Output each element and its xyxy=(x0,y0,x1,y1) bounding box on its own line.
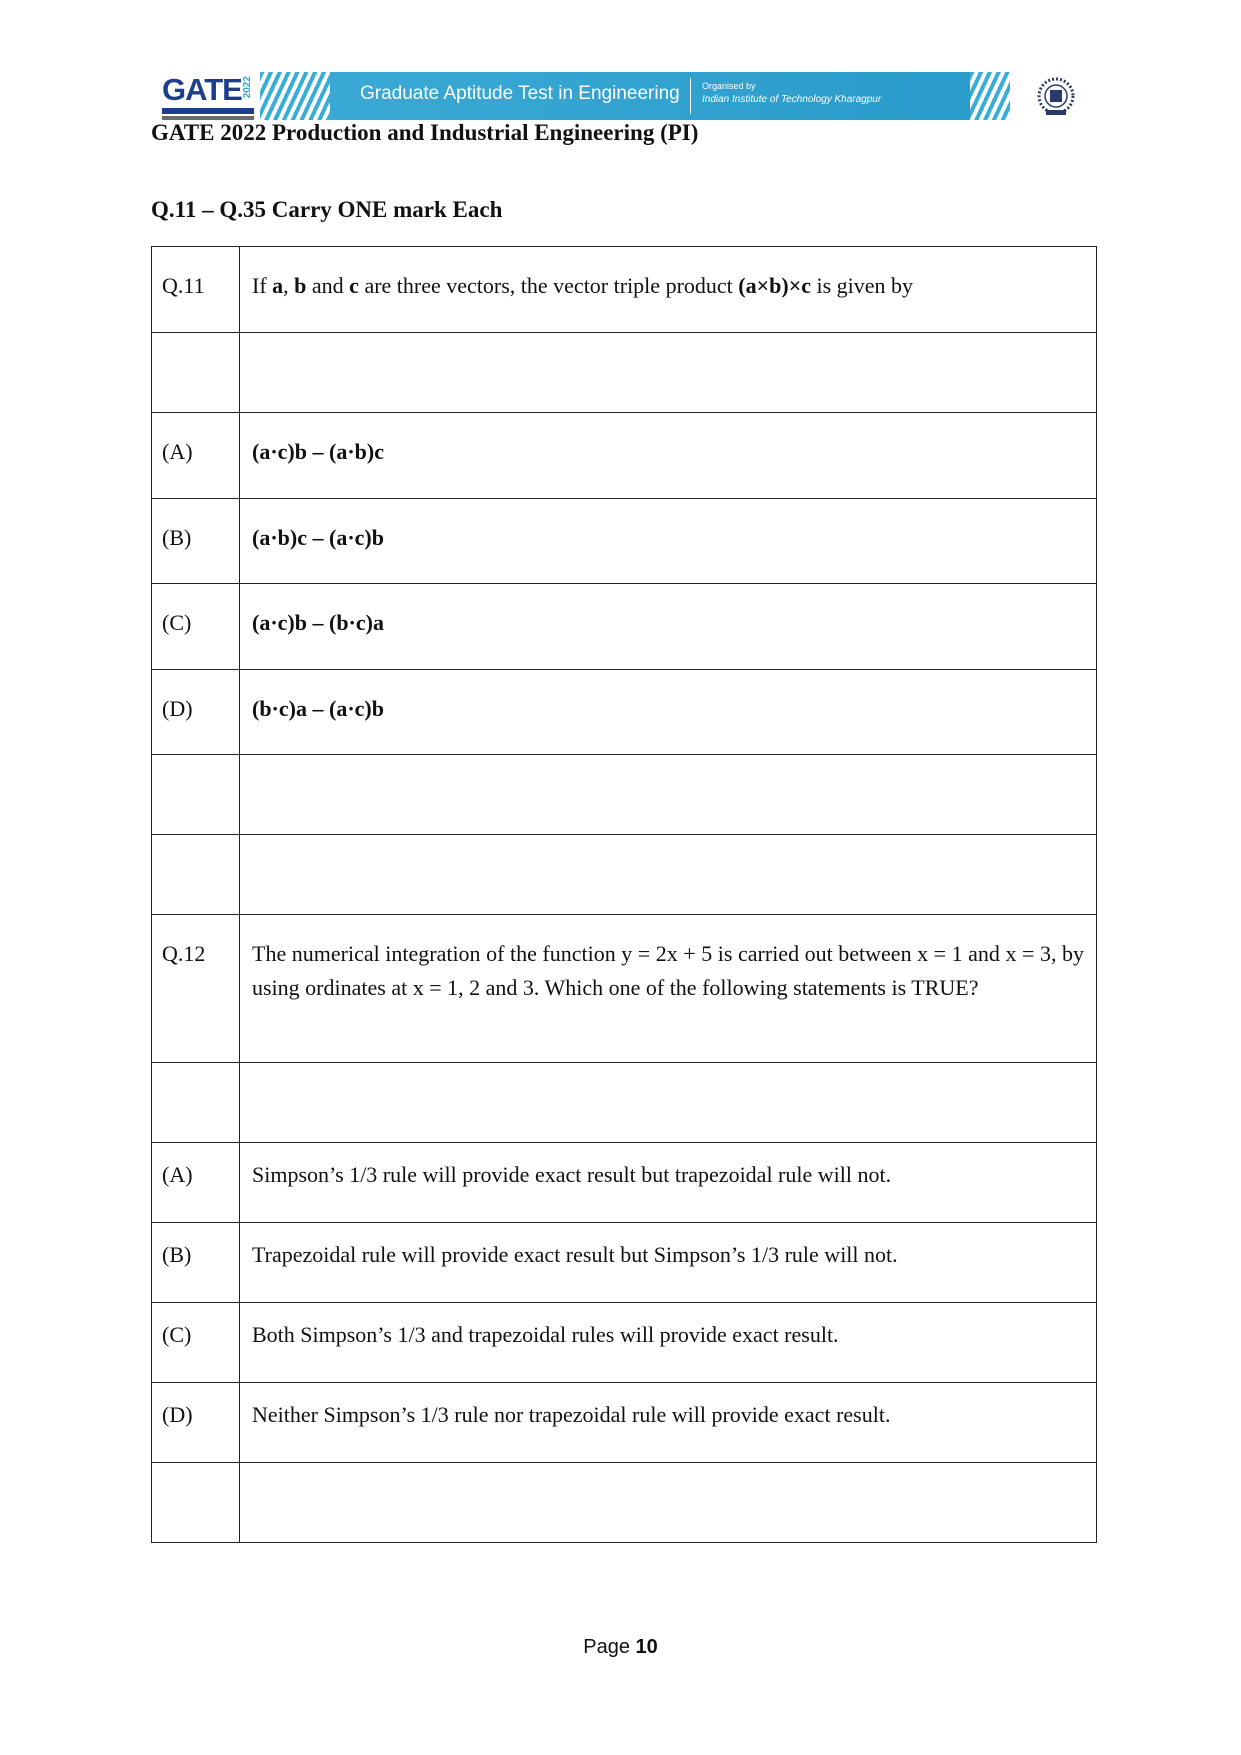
q11-var-b: b xyxy=(294,273,307,298)
q11-and: and xyxy=(306,273,350,298)
q11-var-c: c xyxy=(349,273,359,298)
q11-var-a: a xyxy=(272,273,284,298)
q11-expression: (a×b)×c xyxy=(738,273,811,298)
blank-row xyxy=(152,1463,1097,1543)
paper-title: GATE 2022 Production and Industrial Engineering (PI) xyxy=(151,120,699,145)
option-label: (C) xyxy=(152,1303,240,1383)
blank-row xyxy=(152,755,1097,835)
page-number xyxy=(0,1636,1241,1659)
option-text: (a·b)c – (a·c)b xyxy=(240,499,1097,584)
option-label: (B) xyxy=(152,1223,240,1303)
option-text: (a·c)b – (a·b)c xyxy=(240,413,1097,499)
q11-row xyxy=(152,247,1097,333)
blank-row xyxy=(152,835,1097,915)
q12-number: Q.12 xyxy=(152,915,240,1063)
banner-stripes-right xyxy=(970,72,1010,120)
gate-logo-text: GATE xyxy=(162,72,242,107)
gate-logo-tagline xyxy=(162,108,254,114)
gate-logo-year: 2022 xyxy=(242,76,253,99)
q12-text: The numerical integration of the function y = 2x + 5 is carried out between x = 1 and x = 3, by using ordinates at x = 1, 2 and 3. Which one of the following statements is TRUE? xyxy=(240,915,1097,1063)
q11-text xyxy=(240,247,1097,333)
option-text: (a·c)b – (b·c)a xyxy=(240,584,1097,670)
banner-title: Graduate Aptitude Test in Engineering xyxy=(360,83,680,104)
option-label: (A) xyxy=(152,413,240,499)
option-label: (B) xyxy=(152,499,240,584)
q11-option-b xyxy=(152,499,1097,584)
q11-number: Q.11 xyxy=(152,247,240,333)
organised-by-label: Organised by xyxy=(702,81,756,91)
q11-option-a xyxy=(152,413,1097,499)
q11-text-mid: are three vectors, the vector triple product xyxy=(358,273,739,298)
option-text: (b·c)a – (a·c)b xyxy=(240,670,1097,755)
q11-text-pre: If xyxy=(252,273,273,298)
page-number-value: 10 xyxy=(635,1636,658,1658)
banner-divider xyxy=(690,78,691,114)
q11-text-post: is given by xyxy=(811,273,914,298)
banner-stripes-left xyxy=(260,72,340,120)
header-banner xyxy=(150,70,1080,126)
option-label: (C) xyxy=(152,584,240,670)
section-title: Q.11 – Q.35 Carry ONE mark Each xyxy=(151,197,503,222)
banner-organiser xyxy=(702,80,881,106)
q11-sep: , xyxy=(283,273,295,298)
q12-option-c xyxy=(152,1303,1097,1383)
gate-logo xyxy=(162,74,252,122)
q12-option-b xyxy=(152,1223,1097,1303)
option-text: Trapezoidal rule will provide exact result but Simpson’s 1/3 rule will not. xyxy=(240,1223,1097,1303)
option-label: (A) xyxy=(152,1143,240,1223)
organiser-name: Indian Institute of Technology Kharagpur xyxy=(702,94,882,105)
option-label: (D) xyxy=(152,670,240,755)
q12-row xyxy=(152,915,1097,1063)
option-label: (D) xyxy=(152,1383,240,1463)
q12-option-d xyxy=(152,1383,1097,1463)
q11-option-c xyxy=(152,584,1097,670)
option-text: Simpson’s 1/3 rule will provide exact result but trapezoidal rule will not. xyxy=(240,1143,1097,1223)
q11-option-d xyxy=(152,670,1097,755)
option-text: Neither Simpson’s 1/3 rule nor trapezoidal rule will provide exact result. xyxy=(240,1383,1097,1463)
q12-option-a xyxy=(152,1143,1097,1223)
blank-row xyxy=(152,333,1097,413)
iit-kgp-emblem-icon xyxy=(1036,76,1076,118)
blank-row xyxy=(152,1063,1097,1143)
question-table xyxy=(151,246,1097,1543)
page-label: Page xyxy=(583,1636,630,1658)
option-text: Both Simpson’s 1/3 and trapezoidal rules will provide exact result. xyxy=(240,1303,1097,1383)
